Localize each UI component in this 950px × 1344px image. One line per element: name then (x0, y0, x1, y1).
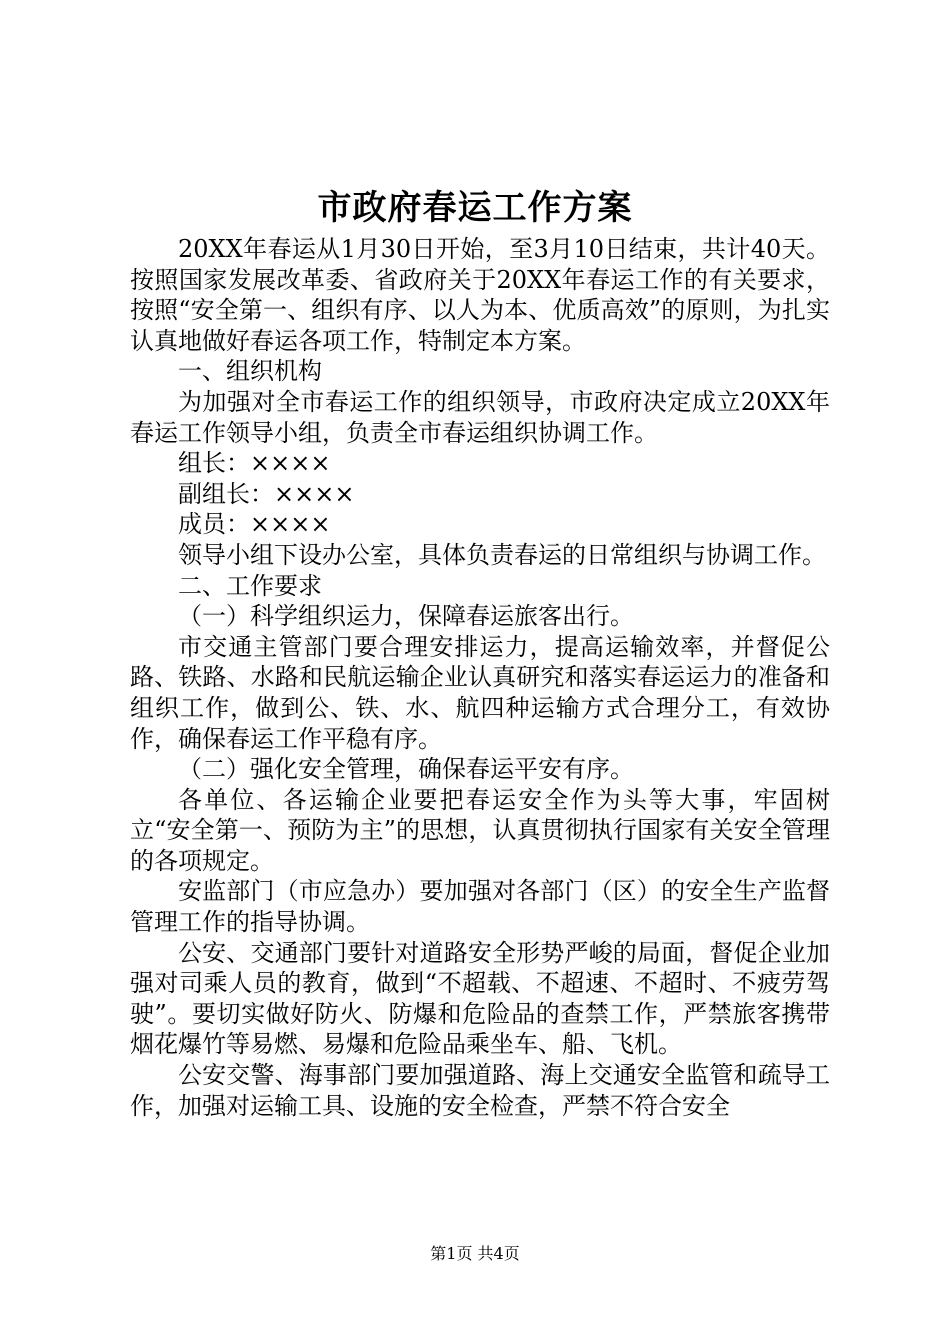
subheading-capacity: （一）科学组织运力，保障春运旅客出行。 (178, 602, 634, 631)
section-heading-requirements: 二、工作要求 (178, 571, 322, 600)
section-heading-organization: 一、组织机构 (178, 357, 322, 386)
paragraph-safety-supervision: 安监部门（市应急办）要加强对各部门（区）的安全生产监督管理工作的指导协调。 (130, 877, 830, 937)
paragraph-traffic-police: 公安交警、海事部门要加强道路、海上交通安全监管和疏导工作，加强对运输工具、设施的安全检查，严禁不符合安全 (130, 1061, 830, 1120)
members-line: 成员：×××× (178, 510, 331, 539)
paragraph-safety-units: 各单位、各运输企业要把春运安全作为头等大事，牢固树立“安全第一、预防为主”的思想，认真贯彻执行国家有关安全管理的各项规定。 (130, 785, 830, 875)
paragraph-intro: 20XX年春运从1月30日开始，至3月10日结束，共计40天。按照国家发展改革委、省政府关于20XX年春运工作的有关要求，按照“安全第一、组织有序、以人为本、优质高效”的原则，为扎实认真地做好春运各项工作，特制定本方案。 (130, 235, 830, 355)
paragraph-public-security: 公安、交通部门要针对道路安全形势严峻的局面，督促企业加强对司乘人员的教育，做到“不超载、不超速、不超时、不疲劳驾驶”。要切实做好防火、防爆和危险品的查禁工作，严禁旅客携带烟花爆竹等易燃、易爆和危险品乘坐车、船、飞机。 (130, 938, 830, 1059)
paragraph-capacity: 市交通主管部门要合理安排运力，提高运输效率，并督促公路、铁路、水路和民航运输企业认真研究和落实春运运力的准备和组织工作，做到公、铁、水、航四种运输方式合理分工，有效协作，确保春运工作平稳有序。 (130, 632, 830, 753)
document-title: 市政府春运工作方案 (317, 188, 633, 228)
paragraph-office: 领导小组下设办公室，具体负责春运的日常组织与协调工作。 (178, 540, 826, 569)
document-body (130, 234, 830, 1121)
subheading-safety: （二）强化安全管理，确保春运平安有序。 (178, 755, 634, 784)
page-footer: 第1页 共4页 (430, 1244, 520, 1263)
paragraph-organization: 为加强对全市春运工作的组织领导，市政府决定成立20XX年春运工作领导小组，负责全市春运组织协调工作。 (130, 387, 830, 447)
leader-line: 组长：×××× (178, 449, 331, 478)
deputy-leader-line: 副组长：×××× (178, 479, 355, 508)
